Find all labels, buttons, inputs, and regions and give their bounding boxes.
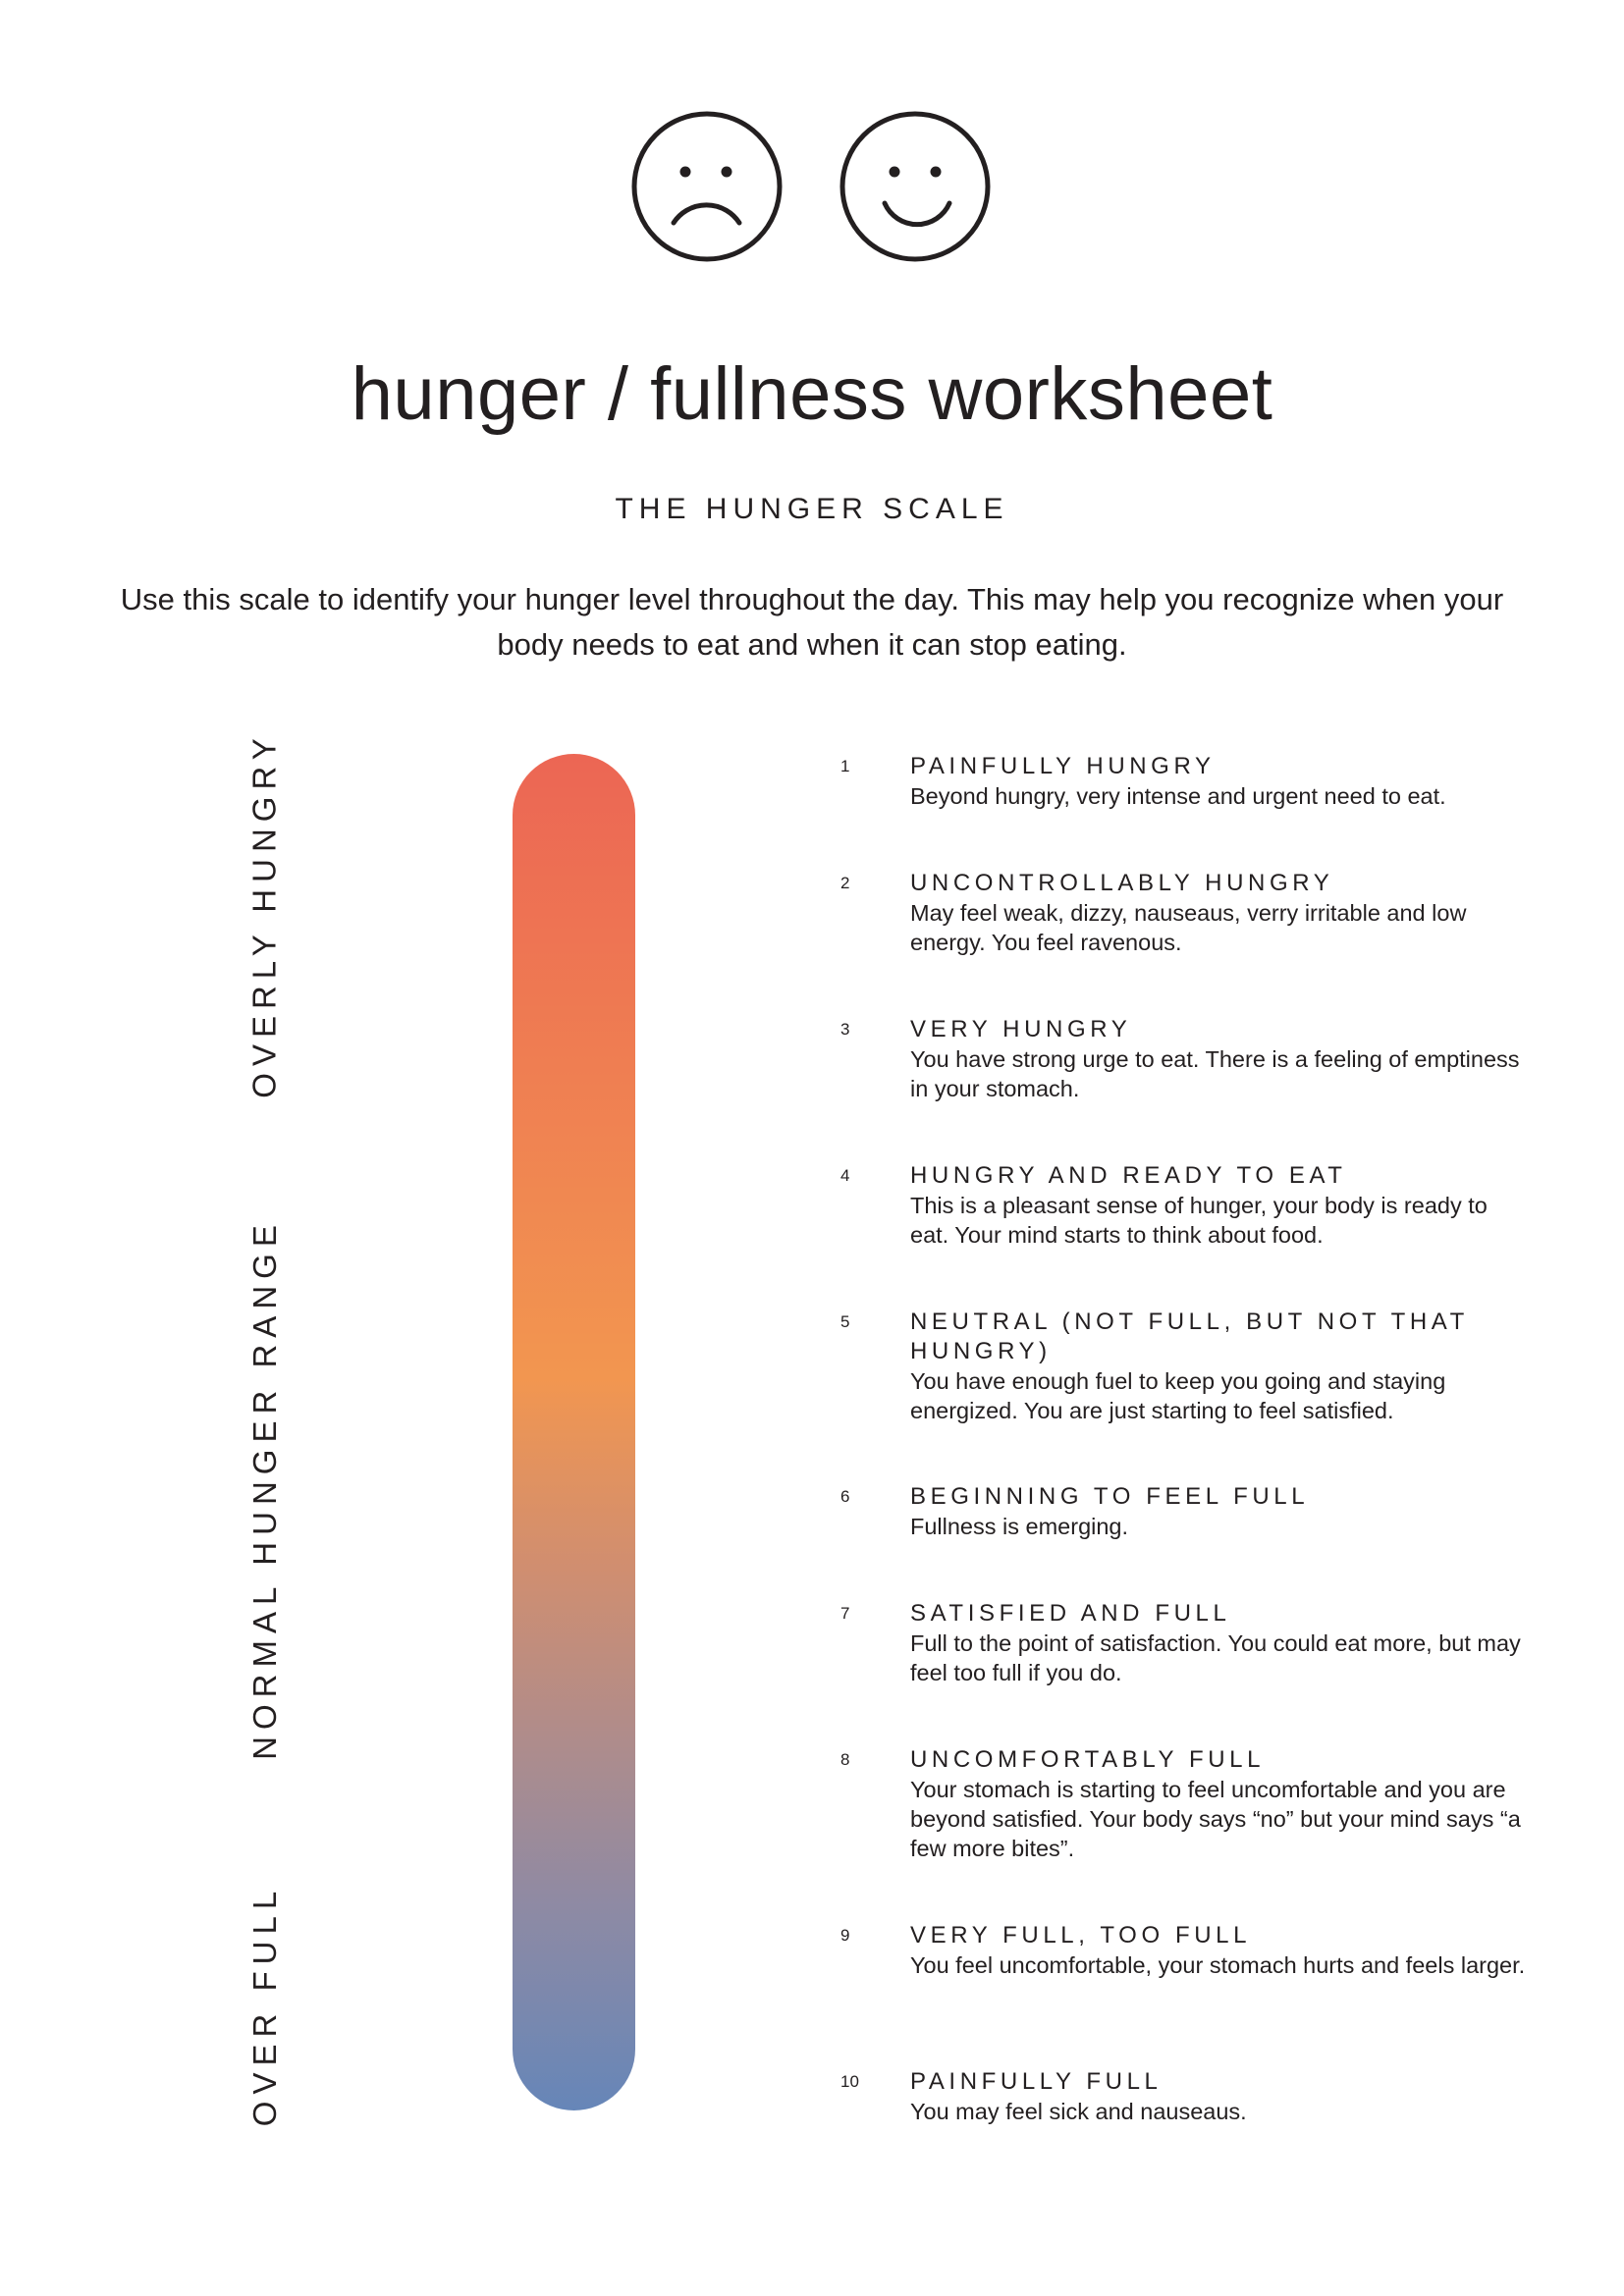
label-normal-range-text: NORMAL HUNGER RANGE	[246, 1217, 283, 1760]
scale-item-4	[840, 1161, 1528, 1250]
scale-number: 5	[840, 1312, 850, 1331]
scale-heading: PAINFULLY HUNGRY	[910, 753, 1216, 779]
scale-heading: SATISFIED AND FULL	[910, 1600, 1231, 1627]
intro-text: Use this scale to identify your hunger level throughout the day. This may help you recognize when your body needs to eat and when it can stop eating.	[120, 582, 1504, 662]
scale-number: 4	[840, 1166, 850, 1185]
scale-item-9	[840, 1921, 1528, 1980]
scale-description: This is a pleasant sense of hunger, your body is ready to eat. Your mind starts to think about food.	[910, 1193, 1488, 1248]
scale-item-1	[840, 752, 1528, 811]
scale-heading: NEUTRAL (NOT FULL, BUT NOT THAT HUNGRY)	[910, 1308, 1469, 1364]
scale-item-5	[840, 1308, 1528, 1425]
scale-heading: HUNGRY AND READY TO EAT	[910, 1162, 1347, 1189]
scale-item-6	[840, 1482, 1528, 1541]
scale-description: You have enough fuel to keep you going and staying energized. You are just starting to feel satisfied.	[910, 1368, 1446, 1423]
scale-heading: BEGINNING TO FEEL FULL	[910, 1483, 1310, 1510]
scale-item-7	[840, 1599, 1528, 1687]
scale-number: 7	[840, 1604, 850, 1623]
page-title: hunger / fullness worksheet	[351, 352, 1273, 436]
scale-description: Beyond hungry, very intense and urgent need to eat.	[910, 783, 1446, 809]
scale-heading: VERY FULL, TOO FULL	[910, 1922, 1252, 1949]
scale-item-3	[840, 1015, 1528, 1103]
scale-heading: UNCONTROLLABLY HUNGRY	[910, 870, 1334, 896]
scale-description: May feel weak, dizzy, nauseaus, verry irritable and low energy. You feel ravenous.	[910, 900, 1467, 955]
section-subtitle: THE HUNGER SCALE	[615, 493, 1009, 525]
scale-description: You have strong urge to eat. There is a feeling of emptiness in your stomach.	[910, 1046, 1520, 1101]
scale-number: 9	[840, 1926, 850, 1945]
label-over-full-text: OVER FULL	[246, 1884, 284, 2126]
scale-number: 1	[840, 757, 850, 775]
scale-description: You feel uncomfortable, your stomach hurts and feels larger.	[910, 1952, 1526, 1978]
scale-item-10	[840, 2067, 1528, 2126]
scale-item-2	[840, 869, 1528, 957]
scale-item-8	[840, 1745, 1528, 1863]
scale-description: You may feel sick and nauseaus.	[910, 2099, 1247, 2124]
scale-number: 3	[840, 1020, 850, 1039]
scale-description: Full to the point of satisfaction. You could eat more, but may feel too full if you do.	[910, 1630, 1521, 1685]
scale-description: Fullness is emerging.	[910, 1514, 1129, 1539]
label-overly-hungry-text: OVERLY HUNGRY	[246, 730, 284, 1098]
scale-number: 8	[840, 1750, 850, 1769]
scale-description: Your stomach is starting to feel uncomfortable and you are beyond satisfied. Your body says “no” but your mind says “a few more bites”.	[910, 1777, 1521, 1861]
scale-heading: VERY HUNGRY	[910, 1016, 1132, 1042]
scale-number: 6	[840, 1487, 850, 1506]
scale-number: 2	[840, 874, 850, 892]
scale-heading: PAINFULLY FULL	[910, 2068, 1163, 2095]
scale-heading: UNCOMFORTABLY FULL	[910, 1746, 1266, 1773]
scale-number: 10	[840, 2072, 859, 2091]
